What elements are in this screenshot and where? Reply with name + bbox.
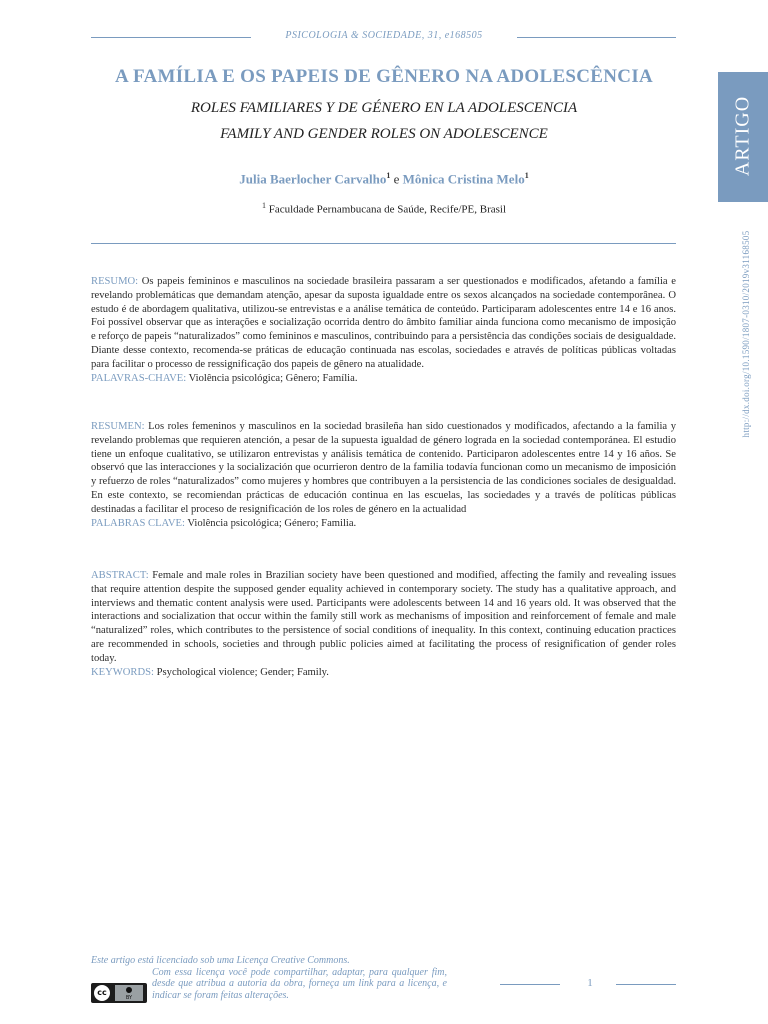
author-name: Mônica Cristina Melo xyxy=(402,171,525,187)
author-separator: e xyxy=(393,171,400,187)
page-number-rule-right xyxy=(616,984,676,985)
resumo-section xyxy=(91,275,676,385)
license-first-line: Este artigo está licenciado sob uma Licença Creative Commons. xyxy=(91,955,350,966)
header-rule-left xyxy=(91,37,251,38)
resumo-label: RESUMO: xyxy=(91,276,139,287)
palavras-chave-text: Violência psicológica; Gênero; Família. xyxy=(188,372,358,384)
title-separator-rule xyxy=(91,243,676,244)
attribution-icon xyxy=(115,985,143,1001)
author-affiliation-marker: 1 xyxy=(386,171,391,180)
affiliation-text: Faculdade Pernambucana de Saúde, Recife/PE, Brasil xyxy=(268,203,507,216)
affiliation-marker: 1 xyxy=(261,201,266,210)
resumen-paragraph xyxy=(91,420,676,517)
palavras-chave-label: PALAVRAS-CHAVE: xyxy=(91,372,187,384)
author-line xyxy=(60,171,708,187)
abstract-paragraph xyxy=(91,569,676,666)
palabras-clave-line xyxy=(91,517,676,531)
keywords-label: KEYWORDS: xyxy=(91,666,154,678)
author-affiliation-marker: 1 xyxy=(524,171,529,180)
resumo-paragraph xyxy=(91,275,676,372)
page-number-rule-left xyxy=(500,984,560,985)
article-title: A FAMÍLIA E OS PAPEIS DE GÊNERO NA ADOLESCÊNCIA xyxy=(114,66,654,87)
palabras-clave-text: Violência psicológica; Género; Familia. xyxy=(187,517,357,529)
journal-header: PSICOLOGIA & SOCIEDADE, 31, e168505 xyxy=(285,30,483,41)
by-label: BY xyxy=(125,995,133,1001)
abstract-section xyxy=(91,569,676,679)
article-type-label: ARTIGO xyxy=(731,95,754,177)
subtitle-english: FAMILY AND GENDER ROLES ON ADOLESCENCE xyxy=(220,126,548,142)
keywords-text: Psychological violence; Gender; Family. xyxy=(156,666,329,678)
header-rule-right xyxy=(517,37,676,38)
doi-link[interactable]: http://dx.doi.org/10.1590/1807-0310/2019v31168505 xyxy=(741,230,751,438)
article-type-tab xyxy=(718,72,768,202)
abstract-label: ABSTRACT: xyxy=(91,570,149,581)
page-number: 1 xyxy=(587,977,593,989)
keywords-line xyxy=(91,666,676,680)
author-name: Julia Baerlocher Carvalho xyxy=(239,171,387,187)
abstract-text: Female and male roles in Brazilian society have been questioned and modified, affecting the family and revealing issues that require attention despite the supposed gender equality achieved in contemporary society. The study has a qualitative approach, and interviews and thematic content analysis were used. Participants were adolescents between 14 and 16 years old. It was observed that the interactions and socialization that occur within the family still work as mechanisms of imposition and reinforcement of female and male “naturalized” roles, which contributes to the persistence of social conditions of inequality. In this context, continuing education practices are recommended in schools, societies and through public policies aimed at facilitating the process of resignification of gender roles today. xyxy=(91,570,676,664)
subtitle-spanish: ROLES FAMILIARES Y DE GÉNERO EN LA ADOLESCENCIA xyxy=(190,100,578,116)
license-details: Com essa licença você pode compartilhar, adaptar, para qualquer fim, desde que atribua a autoria da obra, forneça um link para a licença, e indicar se foram feitas alterações. xyxy=(152,966,447,1001)
resumen-text: Los roles femeninos y masculinos en la sociedad brasileña han sido cuestionados y modificados, afectando a la familia y revelando problemas que requieren atención, a pesar de la supuesta igualdad de género lograda en la sociedad contemporánea. El estudio tiene un enfoque cualitativo, se utilizaron entrevistas y análisis temática de contenido. Participaron adolescentes entre 14 y 16 años. Se observó que las interacciones y la socialización que ocurrieron dentro de la familia todavía funcionan como un mecanismo de imposición y refuerzo de roles “naturalizados” como mujeres y hombres que contribuyen a la persistencia de las condiciones sociales de desigualdad. En este contexto, se recomiendan prácticas de educación continua en las escuelas, las sociedades y a través de políticas públicas destinadas a facilitar el proceso de resignificación de los roles de género en la actualidad xyxy=(91,421,677,515)
resumo-text: Os papeis femininos e masculinos na sociedade brasileira passaram a ser questionados e modificados, afetando a família e revelando problemáticas que demandam atenção, apesar da suposta igualdade entre os sexos alcançados na sociedade contemporânea. O estudo é de abordagem qualitativa, utilizou-se entrevistas e a análise temática de conteúdo. Participaram adolescentes entre 14 e 16 anos. Foi possível observar que as interações e socialização ocorrida dentro do âmbito familiar ainda funciona como mecanismo de imposição e reforço de papeis “naturalizados” como femininos e masculinos, contribuindo para a persistência das condições sociais de desigualdade. Diante desse contexto, recomenda-se práticas de educação continuada nas escolas, sociedades e através de políticas públicas voltadas para facilitar o processo de ressignificação dos papeis de gênero na atualidade. xyxy=(91,276,676,370)
palabras-clave-label: PALABRAS CLAVE: xyxy=(91,517,185,529)
cc-logo: cc xyxy=(94,985,110,1001)
resumen-label: RESUMEN: xyxy=(91,421,145,432)
affiliation xyxy=(60,201,708,216)
resumen-section xyxy=(91,420,676,530)
palavras-chave-line xyxy=(91,372,676,386)
creative-commons-badge-icon[interactable] xyxy=(91,983,147,1003)
